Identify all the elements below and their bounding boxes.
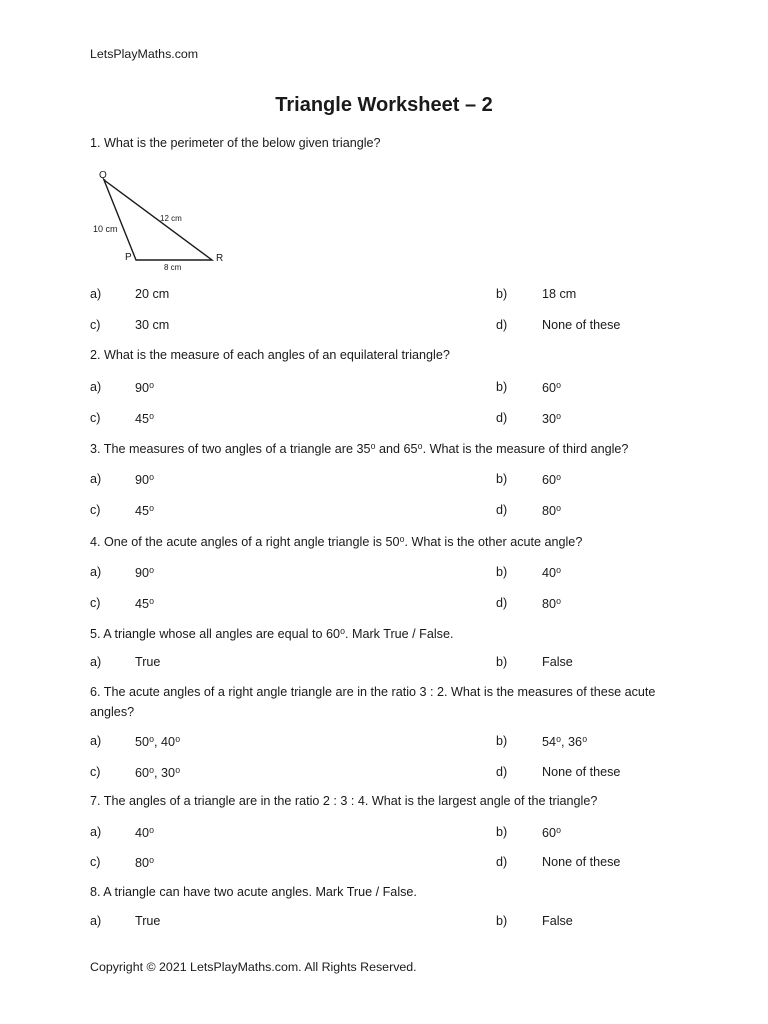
- q3-option-c-letter: c): [90, 503, 101, 517]
- q2-option-d: 30⁰: [542, 412, 562, 426]
- q8-option-a-letter: a): [90, 914, 102, 928]
- q6-option-a: 50⁰, 40⁰: [135, 735, 181, 749]
- q4-option-a-letter: a): [90, 565, 102, 579]
- q1-option-a-letter: a): [90, 287, 102, 301]
- q2-option-b: 60⁰: [542, 381, 562, 395]
- q2-option-a: 90⁰: [135, 381, 155, 395]
- q6-option-b-letter: b): [496, 734, 508, 748]
- q4-option-c: 45⁰: [135, 597, 155, 611]
- q7-option-d-letter: d): [496, 855, 508, 869]
- question-7-text: 7. The angles of a triangle are in the ratio 2 : 3 : 4. What is the largest angle of the triangle?: [90, 794, 598, 808]
- q3-option-a: 90⁰: [135, 473, 155, 487]
- q1-option-d: None of these: [542, 318, 621, 332]
- q6-option-d: None of these: [542, 765, 621, 779]
- q6-option-c-letter: c): [90, 765, 101, 779]
- question-8-text: 8. A triangle can have two acute angles. Mark True / False.: [90, 885, 417, 899]
- site-name: LetsPlayMaths.com: [90, 47, 199, 61]
- q1-option-c: 30 cm: [135, 318, 170, 332]
- q3-option-b: 60⁰: [542, 473, 562, 487]
- q6-option-c: 60⁰, 30⁰: [135, 766, 181, 780]
- worksheet-title: Triangle Worksheet – 2: [275, 94, 493, 116]
- q6-option-b: 54⁰, 36⁰: [542, 735, 588, 749]
- q4-option-d-letter: d): [496, 596, 508, 610]
- q6-option-d-letter: d): [496, 765, 508, 779]
- q6-option-a-letter: a): [90, 734, 102, 748]
- q4-option-d: 80⁰: [542, 597, 562, 611]
- question-6-text: 6. The acute angles of a right angle triangle are in the ratio 3 : 2. What is the measures of these acute angles?: [90, 685, 656, 719]
- q5-option-b-letter: b): [496, 655, 508, 669]
- q3-option-a-letter: a): [90, 472, 102, 486]
- vertex-label-q: Q: [99, 170, 107, 181]
- q7-option-c: 80⁰: [135, 856, 155, 870]
- side-label-qp: 10 cm: [93, 224, 118, 234]
- q1-option-a: 20 cm: [135, 287, 170, 301]
- q4-option-b: 40⁰: [542, 566, 562, 580]
- triangle-shape: [104, 180, 212, 260]
- question-3-text: 3. The measures of two angles of a triangle are 35⁰ and 65⁰. What is the measure of third angle?: [90, 442, 629, 456]
- vertex-label-p: P: [125, 252, 132, 263]
- vertex-label-r: R: [216, 253, 224, 264]
- question-5-text: 5. A triangle whose all angles are equal to 60⁰. Mark True / False.: [90, 627, 454, 641]
- triangle-figure: [88, 166, 248, 276]
- q3-option-d: 80⁰: [542, 504, 562, 518]
- q2-option-c: 45⁰: [135, 412, 155, 426]
- question-4-text: 4. One of the acute angles of a right angle triangle is 50⁰. What is the other acute angle?: [90, 535, 583, 549]
- q8-option-b-letter: b): [496, 914, 508, 928]
- q1-option-c-letter: c): [90, 318, 101, 332]
- question-1-text: 1. What is the perimeter of the below given triangle?: [90, 136, 381, 150]
- side-label-pr: 8 cm: [164, 263, 182, 272]
- q5-option-a: True: [135, 655, 161, 669]
- q1-option-b: 18 cm: [542, 287, 577, 301]
- q4-option-b-letter: b): [496, 565, 508, 579]
- q1-option-b-letter: b): [496, 287, 508, 301]
- q2-option-d-letter: d): [496, 411, 508, 425]
- q8-option-b: False: [542, 914, 573, 928]
- q2-option-b-letter: b): [496, 380, 508, 394]
- q5-option-a-letter: a): [90, 655, 102, 669]
- q8-option-a: True: [135, 914, 161, 928]
- q3-option-b-letter: b): [496, 472, 508, 486]
- side-label-qr: 12 cm: [160, 214, 182, 223]
- q7-option-d: None of these: [542, 855, 621, 869]
- q4-option-a: 90⁰: [135, 566, 155, 580]
- q7-option-b: 60⁰: [542, 826, 562, 840]
- q5-option-b: False: [542, 655, 573, 669]
- q3-option-d-letter: d): [496, 503, 508, 517]
- q3-option-c: 45⁰: [135, 504, 155, 518]
- copyright-footer: Copyright © 2021 LetsPlayMaths.com. All Rights Reserved.: [90, 960, 417, 974]
- q4-option-c-letter: c): [90, 596, 101, 610]
- q7-option-a: 40⁰: [135, 826, 155, 840]
- q2-option-c-letter: c): [90, 411, 101, 425]
- q7-option-c-letter: c): [90, 855, 101, 869]
- q7-option-a-letter: a): [90, 825, 102, 839]
- question-2-text: 2. What is the measure of each angles of an equilateral triangle?: [90, 348, 450, 362]
- q2-option-a-letter: a): [90, 380, 102, 394]
- q1-option-d-letter: d): [496, 318, 508, 332]
- q7-option-b-letter: b): [496, 825, 508, 839]
